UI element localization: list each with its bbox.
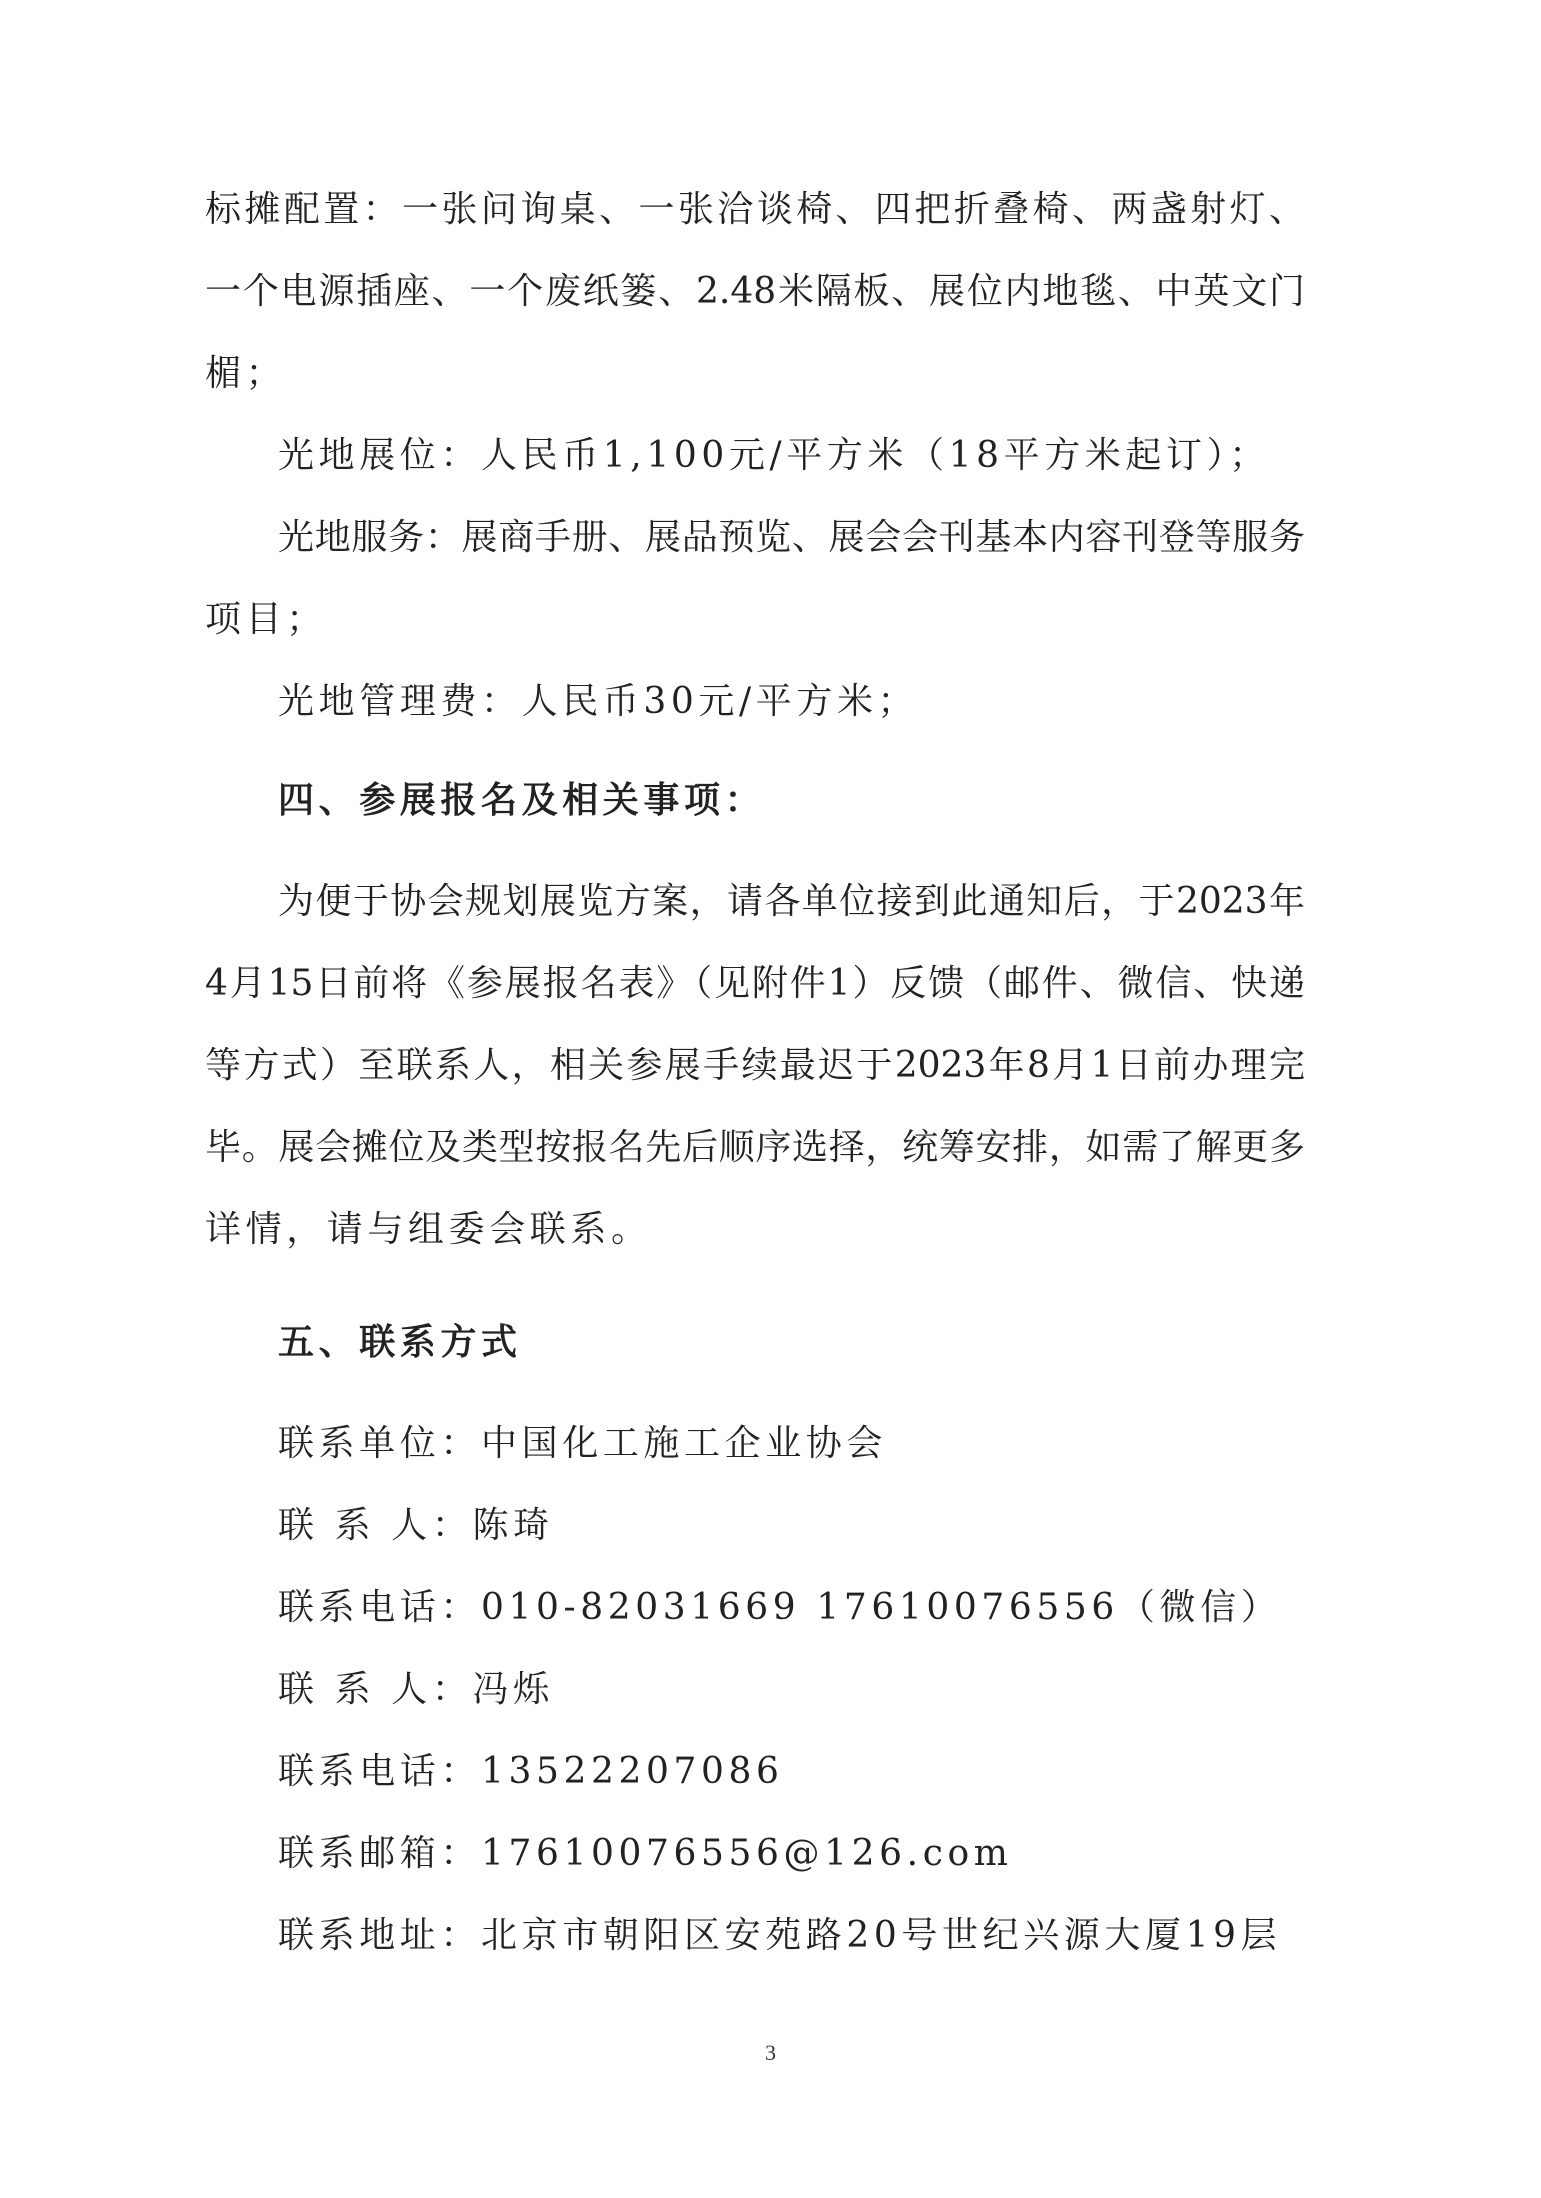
section-5-heading: 五、联系方式 [278, 1321, 522, 1363]
space-service-line-2: 项目； [205, 599, 327, 640]
contact-phone-2: 联系电话：13522207086 [278, 1751, 784, 1792]
section-4-paragraph-line-2: 4月15日前将《参展报名表》（见附件1）反馈（邮件、微信、快递 [205, 963, 1305, 1004]
section-4-paragraph-line-1: 为便于协会规划展览方案，请各单位接到此通知后，于2023年 [278, 881, 1305, 922]
section-4-heading: 四、参展报名及相关事项： [278, 779, 766, 821]
contact-address: 联系地址：北京市朝阳区安苑路20号世纪兴源大厦19层 [278, 1915, 1282, 1956]
management-fee-line: 光地管理费：人民币30元/平方米； [278, 681, 919, 722]
booth-config-line-1: 标摊配置：一张问询桌、一张洽谈椅、四把折叠椅、两盏射灯、 [205, 189, 1305, 230]
contact-phone-1: 联系电话：010-82031669 17610076556（微信） [278, 1587, 1282, 1628]
section-4-paragraph-line-3: 等方式）至联系人，相关参展手续最迟于2023年8月1日前办理完 [205, 1045, 1305, 1086]
booth-config-line-2: 一个电源插座、一个废纸篓、2.48米隔板、展位内地毯、中英文门 [205, 271, 1305, 312]
section-4-paragraph-line-4: 毕。展会摊位及类型按报名先后顺序选择，统筹安排，如需了解更多 [205, 1127, 1305, 1168]
section-4-paragraph-line-5: 详情，请与组委会联系。 [205, 1209, 652, 1250]
contact-email: 联系邮箱：17610076556@126.com [278, 1833, 1013, 1874]
contact-person-1: 联 系 人：陈琦 [278, 1505, 554, 1546]
booth-config-line-3: 楣； [205, 353, 287, 394]
contact-unit: 联系单位：中国化工施工企业协会 [278, 1423, 888, 1464]
space-price-line: 光地展位：人民币1,100元/平方米（18平方米起订）； [278, 435, 1270, 476]
page-number: 3 [765, 2040, 776, 2065]
contact-person-2: 联 系 人：冯烁 [278, 1669, 554, 1710]
space-service-line-1: 光地服务：展商手册、展品预览、展会会刊基本内容刊登等服务 [278, 517, 1305, 558]
